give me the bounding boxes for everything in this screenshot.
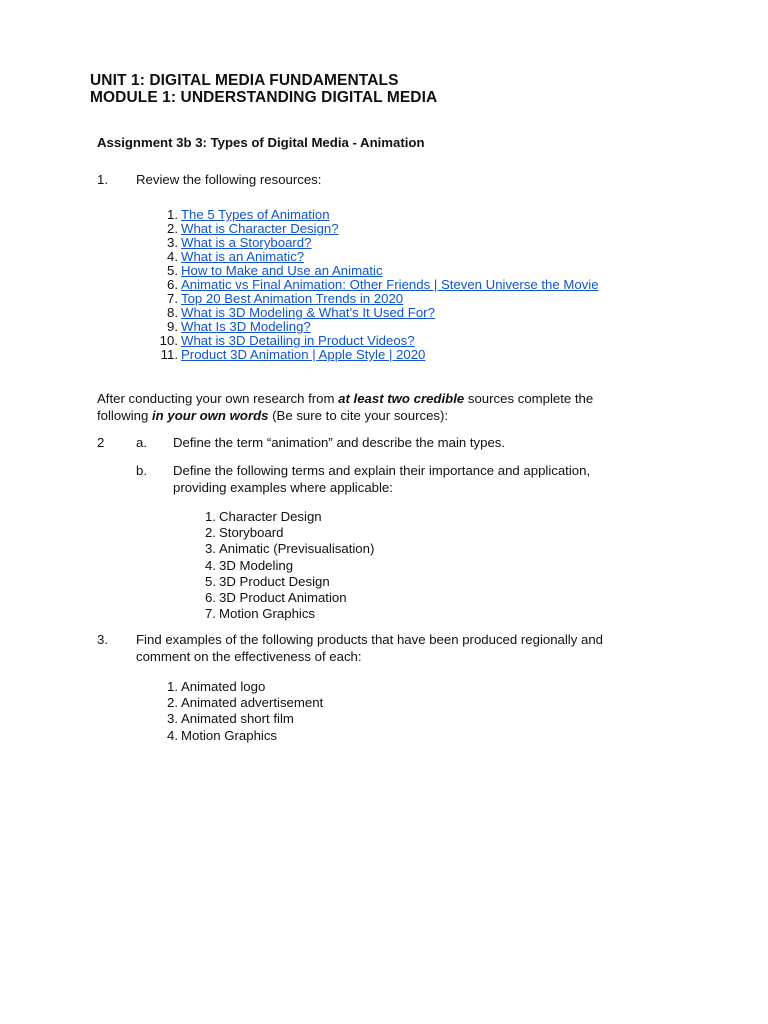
item-1-number: 1. — [97, 172, 108, 187]
product-label: Motion Graphics — [181, 727, 278, 743]
research-emphasis-credible: at least two credible — [338, 391, 465, 406]
research-intro-line1 — [97, 391, 593, 407]
term-item — [205, 557, 374, 574]
term-item — [205, 525, 374, 541]
resources-list — [159, 207, 599, 362]
resource-link[interactable]: What is Character Design? — [181, 221, 339, 236]
item-3-text-line1: Find examples of the following products that have been produced regionally and — [136, 632, 603, 647]
list-number: 6. — [205, 589, 216, 605]
list-number: 1. — [167, 207, 178, 222]
list-number: 2. — [167, 221, 178, 236]
list-number: 7. — [167, 291, 178, 306]
term-label: Animatic (Previsualisation) — [219, 541, 375, 557]
term-item — [205, 606, 374, 622]
resource-item[interactable] — [167, 235, 599, 250]
product-item — [167, 727, 323, 744]
research-intro-text: sources complete the — [464, 391, 594, 406]
terms-list — [205, 509, 375, 622]
resource-link[interactable]: How to Make and Use an Animatic — [181, 263, 383, 278]
product-item — [167, 711, 323, 727]
item-2a-text: Define the term “animation” and describe the main types. — [173, 435, 506, 450]
item-2a-letter: a. — [136, 435, 147, 450]
term-label: Storyboard — [219, 525, 284, 541]
products-list — [167, 679, 324, 744]
list-number: 4. — [167, 727, 178, 743]
term-label: Character Design — [219, 509, 322, 524]
term-item — [205, 509, 374, 525]
resource-link[interactable]: What is an Animatic? — [181, 249, 305, 264]
resource-item[interactable] — [167, 291, 599, 306]
item-1-text: Review the following resources: — [136, 172, 322, 187]
term-item — [205, 589, 374, 606]
item-2b-text-line1: Define the following terms and explain their importance and application, — [173, 463, 591, 478]
resource-link[interactable]: The 5 Types of Animation — [181, 207, 330, 222]
item-3-text-line2: comment on the effectiveness of each: — [136, 649, 362, 664]
resource-link[interactable]: What is a Storyboard? — [181, 235, 312, 250]
research-intro-line2 — [97, 408, 448, 424]
list-number: 11. — [160, 347, 178, 362]
list-number: 3. — [167, 711, 178, 727]
list-number: 4. — [205, 557, 216, 573]
research-intro-text: following — [97, 408, 152, 423]
resource-item[interactable] — [167, 263, 599, 278]
product-label: Animated logo — [181, 679, 266, 694]
term-label: 3D Modeling — [219, 557, 294, 573]
research-intro-text: After conducting your own research from — [97, 391, 339, 406]
resource-item[interactable] — [159, 333, 599, 348]
list-number: 9. — [167, 319, 178, 334]
term-label: 3D Product Design — [219, 573, 330, 589]
resource-item[interactable] — [160, 347, 599, 362]
list-number: 7. — [205, 606, 216, 622]
research-emphasis-own-words: in your own words — [151, 408, 269, 423]
resource-item[interactable] — [167, 207, 599, 222]
list-number: 1. — [205, 509, 216, 524]
list-number: 10. — [159, 333, 178, 348]
research-intro-text: (Be sure to cite your sources): — [268, 408, 449, 423]
term-item — [205, 541, 375, 557]
item-3-number: 3. — [97, 632, 108, 647]
resource-item[interactable] — [167, 319, 599, 334]
resource-item[interactable] — [167, 277, 599, 292]
unit-heading: UNIT 1: DIGITAL MEDIA FUNDAMENTALS — [90, 72, 399, 89]
resource-link[interactable]: What is 3D Modeling & What's It Used For? — [181, 305, 435, 320]
item-2-number: 2 — [97, 435, 105, 450]
term-item — [205, 573, 374, 590]
product-item — [167, 695, 324, 711]
module-heading: MODULE 1: UNDERSTANDING DIGITAL MEDIA — [90, 89, 438, 106]
term-label: Motion Graphics — [219, 606, 316, 622]
resource-item[interactable] — [167, 221, 599, 236]
resource-link[interactable]: Animatic vs Final Animation: Other Friends | Steven Universe the Movie — [181, 277, 599, 292]
resource-item[interactable] — [167, 249, 599, 264]
list-number: 1. — [167, 679, 178, 694]
list-number: 2. — [205, 525, 216, 541]
resource-link[interactable]: Product 3D Animation | Apple Style | 2020 — [181, 347, 426, 362]
list-number: 4. — [167, 249, 178, 264]
resource-link[interactable]: What Is 3D Modeling? — [181, 319, 311, 334]
list-number: 2. — [167, 695, 178, 711]
item-2b-letter: b. — [136, 463, 147, 478]
assignment-title: Assignment 3b 3: Types of Digital Media - Animation — [97, 135, 425, 150]
list-number: 3. — [167, 235, 178, 250]
resource-link[interactable]: Top 20 Best Animation Trends in 2020 — [181, 291, 404, 306]
list-number: 6. — [167, 277, 178, 292]
list-number: 3. — [205, 541, 216, 557]
list-number: 5. — [167, 263, 178, 278]
resource-link[interactable]: What is 3D Detailing in Product Videos? — [181, 333, 415, 348]
product-label: Animated short film — [181, 711, 294, 727]
list-number: 8. — [167, 305, 178, 320]
list-number: 5. — [205, 573, 216, 589]
item-2b-text-line2: providing examples where applicable: — [173, 480, 393, 495]
term-label: 3D Product Animation — [219, 589, 347, 605]
product-item — [167, 679, 323, 695]
resource-item[interactable] — [167, 305, 599, 320]
product-label: Animated advertisement — [181, 695, 324, 711]
